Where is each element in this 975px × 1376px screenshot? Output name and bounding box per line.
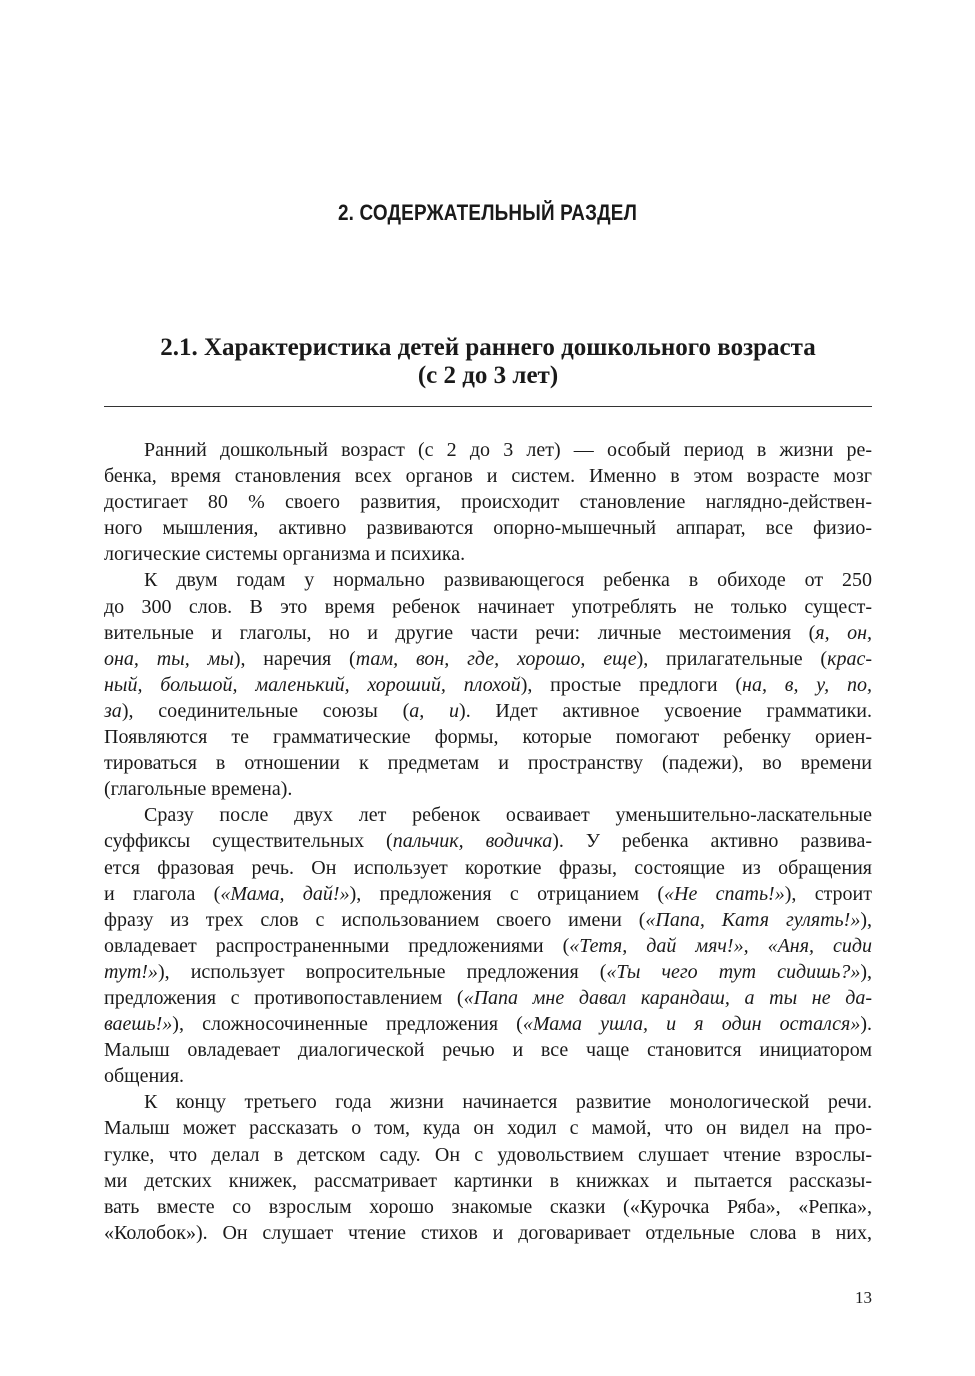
italic-run: «Мама, дай!»: [220, 882, 350, 905]
text-line: [104, 594, 872, 620]
text-run: ного мышления, активно развиваются опорно-мышечный аппарат, все физио-: [104, 517, 872, 540]
text-line: [104, 1011, 872, 1037]
text-run: ). У ребенка активно развива-: [552, 830, 872, 853]
text-run: вительные и глаголы, но и другие части речи: личные местоимения (: [104, 621, 816, 644]
text-run: ), соединительные союзы (: [121, 699, 410, 722]
text-line: [104, 1194, 872, 1220]
text-run: К концу третьего года жизни начинается развитие монологической речи.: [144, 1091, 872, 1114]
italic-run: она, ты, мы: [104, 647, 234, 670]
subsection-title: [104, 334, 872, 390]
italic-run: там, вон, где, хорошо, еще: [355, 647, 637, 670]
subsection-title-line-1: 2.1. Характеристика детей раннего дошкольного возраста: [160, 334, 816, 361]
text-line: [104, 959, 872, 985]
text-run: «Колобок»). Он слушает чтение стихов и договаривает отдельные слова в них,: [104, 1221, 872, 1244]
text-run: тироваться в отношении к предметам и пространству (падежи), во времени: [104, 752, 872, 775]
text-line: [104, 672, 872, 698]
italic-run: ный, большой, маленький, хороший, плохой: [104, 673, 521, 696]
text-run: Малыш овладевает диалогической речью и все чаще становится инициатором: [104, 1039, 872, 1062]
text-run: овладевает распространенными предложениями (: [104, 934, 570, 957]
text-run: Ранний дошкольный возраст (с 2 до 3 лет) — особый период в жизни ре-: [144, 439, 872, 461]
page-number: 13: [855, 1288, 872, 1307]
text-run: бенка, время становления всех органов и систем. Именно в этом возрасте мозг: [104, 465, 872, 488]
text-line: [104, 1115, 872, 1141]
text-run: до 300 слов. В это время ребенок начинает употреблять не только сущест-: [104, 595, 872, 618]
text-line: [104, 776, 872, 802]
text-run: ), наречия (: [233, 647, 356, 670]
italic-run: на, в, у, по,: [742, 673, 873, 696]
text-run: ), строит: [784, 882, 872, 905]
text-line: [104, 828, 872, 854]
text-line: [104, 855, 872, 881]
text-line: [104, 724, 872, 750]
text-run: К двум годам у нормально развивающегося ребенка в обиходе от 250: [144, 569, 872, 592]
text-run: Малыш может рассказать о том, куда он ходил с мамой, что он видел на про-: [104, 1117, 872, 1140]
text-run: ), использует вопросительные предложения (: [157, 960, 607, 983]
text-line: [104, 646, 872, 672]
text-run: общения.: [104, 1065, 185, 1088]
text-run: вать вместе со взрослым хорошо знакомые сказки («Курочка Ряба», «Репка»,: [104, 1195, 872, 1218]
italic-run: «Тетя, дай мяч!», «Аня, сиди: [569, 934, 872, 957]
title-divider: [104, 406, 872, 407]
text-run: ). Идет активное усвоение грамматики.: [459, 699, 873, 722]
text-run: достигает 80 % своего развития, происходит становление наглядно-действен-: [104, 491, 872, 514]
text-line: [104, 515, 872, 541]
text-run: ), предложения с отрицанием (: [349, 882, 664, 905]
text-line: [104, 541, 872, 567]
text-run: суффиксы существительных (: [104, 830, 393, 853]
text-run: гулке, что делал в детском саду. Он с удовольствием слушает чтение взрослы-: [104, 1143, 872, 1166]
text-line: [104, 698, 872, 724]
italic-run: тут!»: [104, 960, 158, 983]
text-line: [104, 1063, 872, 1089]
italic-run: а, и: [409, 699, 460, 722]
text-run: Появляются те грамматические формы, которые помогают ребенку ориен-: [104, 726, 872, 749]
text-line: [104, 750, 872, 776]
text-line: [104, 907, 872, 933]
text-line: [104, 1168, 872, 1194]
italic-run: «Папа, Катя гулять!»: [645, 908, 861, 931]
text-line: [104, 802, 872, 828]
text-run: фразу из трех слов с использованием своего имени (: [104, 908, 646, 931]
body-text: [104, 437, 872, 1246]
text-run: ), прилагательные (: [636, 647, 828, 670]
text-line: [104, 1220, 872, 1246]
text-run: ),: [860, 908, 872, 931]
italic-run: ваешь!»: [104, 1013, 173, 1036]
text-line: [104, 620, 872, 646]
text-line: [104, 463, 872, 489]
section-title: 2. СОДЕРЖАТЕЛЬНЫЙ РАЗДЕЛ: [337, 200, 638, 225]
italic-run: крас-: [827, 647, 872, 670]
text-run: ).: [860, 1013, 872, 1036]
text-run: (глагольные времена).: [104, 778, 293, 801]
italic-run: пальчик, водичка: [392, 830, 553, 853]
text-run: логические системы организма и психика.: [104, 543, 466, 566]
text-run: ми детских книжек, рассматривает картинки в книжках и пытается рассказы-: [104, 1169, 872, 1192]
subsection-title-line-2: (с 2 до 3 лет): [417, 362, 559, 389]
text-line: [104, 985, 872, 1011]
text-run: ется фразовая речь. Он использует короткие фразы, состоящие из обращения: [104, 856, 872, 879]
text-line: [104, 1037, 872, 1063]
text-run: ), сложносочиненные предложения (: [172, 1013, 523, 1036]
text-line: [104, 1142, 872, 1168]
italic-run: за: [104, 699, 122, 722]
italic-run: «Ты чего тут сидишь?»: [606, 960, 861, 983]
text-line: [104, 567, 872, 593]
text-run: Сразу после двух лет ребенок осваивает уменьшительно-ласкательные: [144, 804, 872, 827]
italic-run: «Папа мне давал карандаш, а ты не да-: [463, 986, 872, 1009]
text-run: и глагола (: [104, 882, 221, 905]
text-line: [104, 489, 872, 515]
text-run: ), простые предлоги (: [520, 673, 743, 696]
text-line: [104, 881, 872, 907]
italic-run: я, он,: [815, 621, 872, 644]
text-line: [104, 1089, 872, 1115]
italic-run: «Мама ушла, и я один остался»: [522, 1013, 861, 1036]
text-line: [104, 933, 872, 959]
text-run: ),: [860, 960, 872, 983]
text-run: предложения с противопоставлением (: [104, 986, 464, 1009]
text-line: [104, 437, 872, 463]
italic-run: «Не спать!»: [664, 882, 785, 905]
